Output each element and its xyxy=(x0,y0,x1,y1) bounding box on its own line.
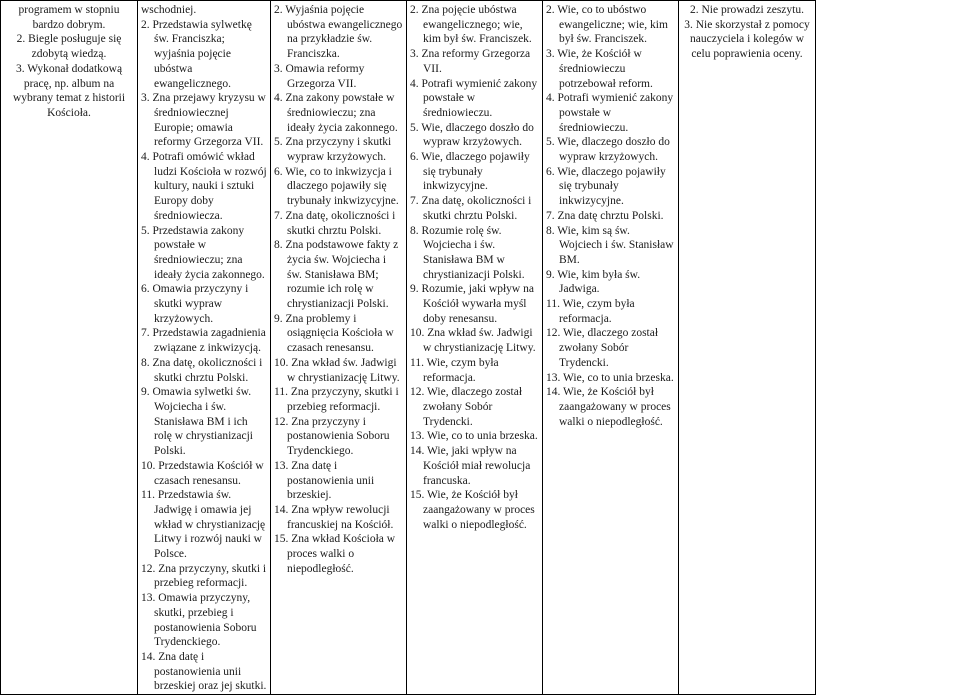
list-item: 7. Zna datę, okoliczności i skutki chrztu Polski. xyxy=(274,209,396,237)
list-item: 14. Zna datę i postanowienia unii brzeskiej oraz jej skutki. xyxy=(141,650,267,693)
list-item: 7. Przedstawia zagadnienia związane z inkwizycją. xyxy=(141,327,266,355)
list-item: 2. Przedstawia sylwetkę św. Franciszka; wyjaśnia pojęcie ubóstwa ewangelicznego. xyxy=(141,18,252,90)
column-2 xyxy=(138,1,271,695)
list-item: 12. Zna przyczyny, skutki i przebieg reformacji. xyxy=(141,562,267,590)
list-item: 5. Zna przyczyny i skutki wypraw krzyżowych. xyxy=(274,136,392,164)
list-item: 14. Wie, że Kościół był zaangażowany w proces walki o niepodległość. xyxy=(546,386,671,428)
list-item: 12. Wie, dlaczego został zwołany Sobór Trydencki. xyxy=(410,386,523,428)
list-item: 13. Zna datę i postanowienia unii brzeskiej. xyxy=(274,459,375,502)
list-item: 11. Przedstawia św. Jadwigę i omawia jej wkład w chrystianizację Litwy i rozwój nauki w Polsce. xyxy=(141,489,266,561)
list-item: 9. Wie, kim była św. Jadwiga. xyxy=(546,268,641,296)
list-item: 2. Wie, co to ubóstwo ewangeliczne; wie, kim był św. Franciszek. xyxy=(546,4,668,46)
list-item: 6. Omawia przyczyny i skutki wypraw krzyżowych. xyxy=(141,283,249,325)
list-item: 8. Zna podstawowe fakty z życia św. Wojciecha i św. Stanisława BM; rozumie ich rolę w chrystianizacji Polski. xyxy=(274,239,399,311)
list-item: 8. Zna datę, okoliczności i skutki chrztu Polski. xyxy=(141,356,263,384)
list-item: 3. Zna przejawy kryzysu w średniowiecznej Europie; omawia reformy Grzegorza VII. xyxy=(141,92,266,149)
list-item: 5. Wie, dlaczego doszło do wypraw krzyżowych. xyxy=(546,136,670,164)
list-item: 3. Wie, że Kościół w średniowieczu potrzebował reform. xyxy=(546,48,653,90)
list-item: 5. Wie, dlaczego doszło do wypraw krzyżowych. xyxy=(410,121,534,149)
list-item: 15. Zna wkład Kościoła w proces walki o niepodległość. xyxy=(274,533,396,575)
list-item: 8. Rozumie rolę św. Wojciecha i św. Stanisława BM w chrystianizacji Polski. xyxy=(410,224,525,281)
table-row xyxy=(1,1,816,695)
list-item: 4. Potrafi wymienić zakony powstałe w średniowieczu. xyxy=(410,77,538,119)
list-item: wschodniej. xyxy=(141,4,197,16)
list-item: 6. Wie, co to inkwizycja i dlaczego pojawiły się trybunały inkwizycyjne. xyxy=(274,165,399,208)
list-item: 11. Zna przyczyny, skutki i przebieg reformacji. xyxy=(274,386,399,413)
column-5 xyxy=(543,1,679,695)
list-item: 6. Wie, dlaczego pojawiły się trybunały inkwizycyjne. xyxy=(410,151,530,193)
list-item: 15. Wie, że Kościół był zaangażowany w proces walki o niepodległość. xyxy=(410,489,535,531)
list-item: 3. Wykonał dodatkową pracę, np. album na wybrany temat z historii Kościoła. xyxy=(12,62,126,119)
column-1 xyxy=(1,1,138,695)
column-6 xyxy=(679,1,816,695)
list-item: 10. Zna wkład św. Jadwigi w chrystianizację Litwy. xyxy=(410,327,536,355)
list-item: 2. Zna pojęcie ubóstwa ewangelicznego; wie, kim był św. Franciszek. xyxy=(410,4,532,46)
list-item: 11. Wie, czym była reformacja. xyxy=(410,356,499,384)
list-item: 7. Zna datę, okoliczności i skutki chrztu Polski. xyxy=(410,195,532,222)
list-item: 2. Biegle posługuje się zdobytą wiedzą. xyxy=(16,33,122,61)
list-item: 2. Nie prowadzi zeszytu. xyxy=(689,4,804,16)
list-item: 11. Wie, czym była reformacja. xyxy=(546,298,635,325)
list-item: 14. Wie, jaki wpływ na Kościół miał rewolucja francuska. xyxy=(410,445,531,487)
list-item: 10. Przedstawia Kościół w czasach renesansu. xyxy=(141,459,264,487)
column-3 xyxy=(271,1,407,695)
column-4 xyxy=(407,1,543,695)
list-item: 9. Rozumie, jaki wpływ na Kościół wywarła myśl doby renesansu. xyxy=(410,283,534,325)
list-item: 8. Wie, kim są św. Wojciech i św. Stanisław BM. xyxy=(546,224,674,266)
list-item: 2. Wyjaśnia pojęcie ubóstwa ewangelicznego na przykładzie św. Franciszka. xyxy=(274,4,403,61)
list-item: 10. Zna wkład św. Jadwigi w chrystianizację Litwy. xyxy=(274,356,400,384)
list-item: 12. Zna przyczyny i postanowienia Soboru Trydenckiego. xyxy=(274,415,390,458)
list-item: 9. Omawia sylwetki św. Wojciecha i św. Stanisława BM i ich rolę w chrystianizacji Polski. xyxy=(141,386,253,458)
list-item: 4. Potrafi omówić wkład ludzi Kościoła w rozwój kultury, nauki i sztuki Europy doby średniowiecza. xyxy=(141,151,267,222)
list-item: 4. Zna zakony powstałe w średniowieczu; zna ideały życia zakonnego. xyxy=(274,92,398,134)
list-item: 5. Przedstawia zakony powstałe w średniowieczu; zna ideały życia zakonnego. xyxy=(141,224,265,281)
list-item: 6. Wie, dlaczego pojawiły się trybunały inkwizycyjne. xyxy=(546,165,666,208)
list-item: 3. Nie skorzystał z pomocy nauczyciela i kolegów w celu poprawienia oceny. xyxy=(684,18,810,61)
list-item: 9. Zna problemy i osiągnięcia Kościoła w czasach renesansu. xyxy=(274,312,394,355)
list-item: programem w stopniu bardzo dobrym. xyxy=(18,4,120,31)
list-item: 7. Zna datę chrztu Polski. xyxy=(546,209,664,222)
list-item: 13. Wie, co to unia brzeska. xyxy=(546,371,674,384)
list-item: 13. Omawia przyczyny, skutki, przebieg i postanowienia Soboru Trydenckiego. xyxy=(141,592,257,649)
list-item: 12. Wie, dlaczego został zwołany Sobór Trydencki. xyxy=(546,327,659,369)
list-item: 3. Omawia reformy Grzegorza VII. xyxy=(274,62,365,90)
list-item: 13. Wie, co to unia brzeska. xyxy=(410,430,538,443)
list-item: 14. Zna wpływ rewolucji francuskiej na Kościół. xyxy=(274,503,394,531)
list-item: 4. Potrafi wymienić zakony powstałe w średniowieczu. xyxy=(546,92,674,134)
list-item: 3. Zna reformy Grzegorza VII. xyxy=(410,48,531,75)
